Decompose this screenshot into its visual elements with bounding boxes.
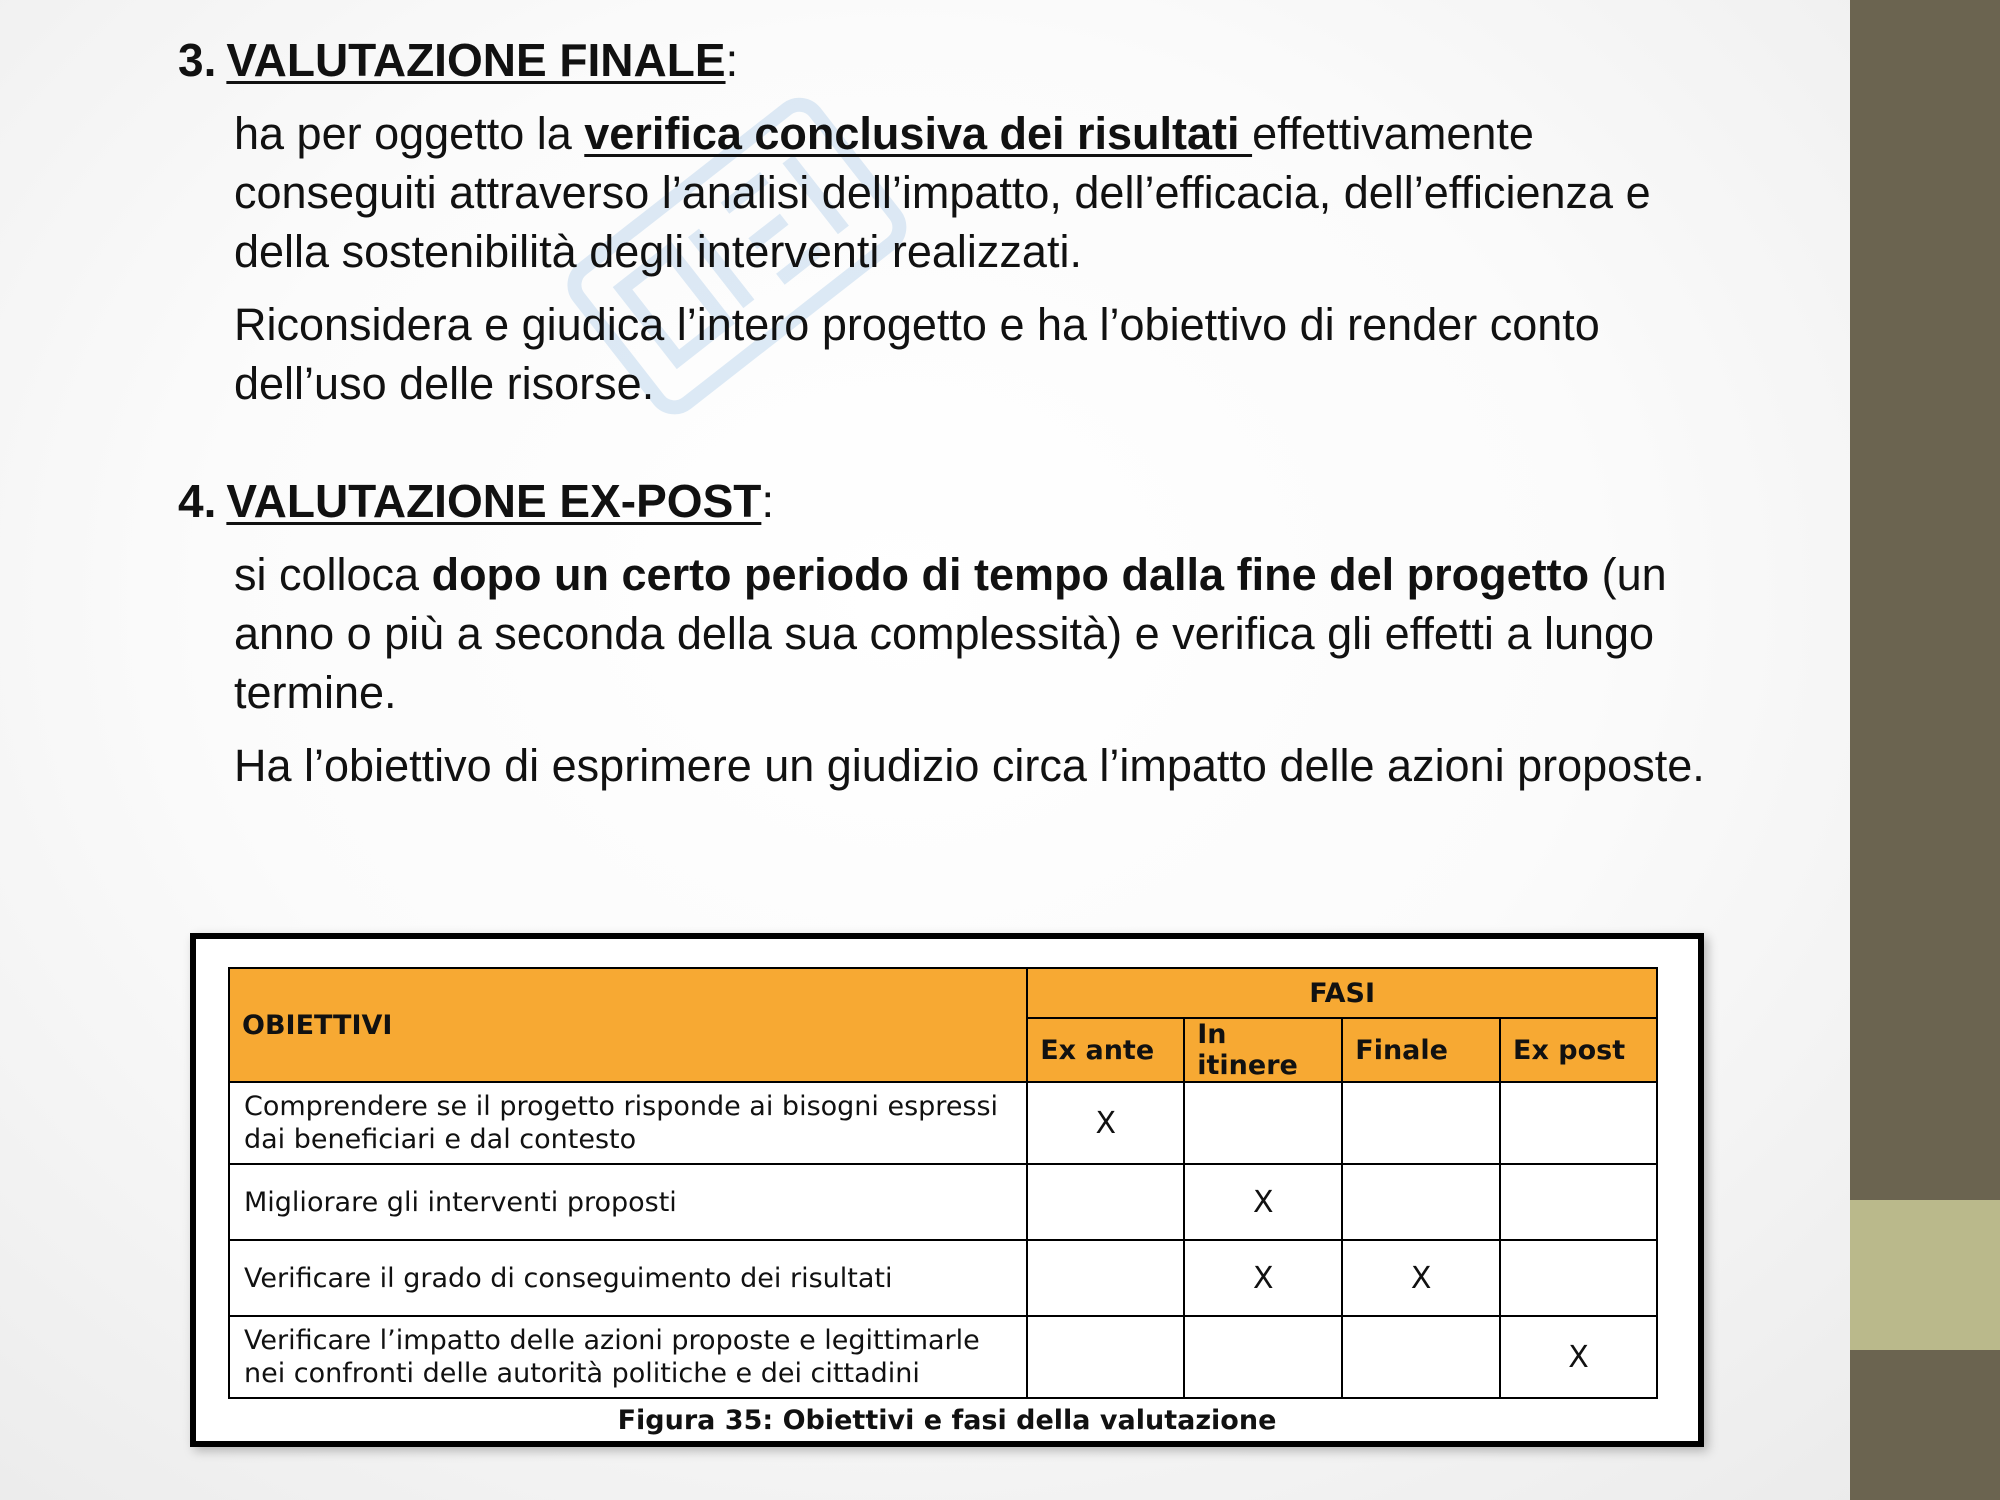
mark-cell <box>1027 1240 1184 1316</box>
mark-cell <box>1500 1164 1657 1240</box>
section-3-p1-text-b: effettivamente conseguiti attraverso l’analisi dell’impatto, dell’efficacia, dell’efficienza e della sostenibilità degli interventi realizzati. <box>234 108 1651 277</box>
objective-cell: Verificare il grado di conseguimento dei risultati <box>229 1240 1027 1316</box>
mark-cell <box>1500 1240 1657 1316</box>
objective-cell: Comprendere se il progetto risponde ai bisogni espressi dai beneficiari e dal contesto <box>229 1082 1027 1164</box>
mark-cell <box>1027 1316 1184 1398</box>
section-3-number: 3. <box>178 34 217 86</box>
section-4-p1-bold: dopo un certo periodo di tempo dalla fine del progetto <box>431 549 1590 600</box>
section-4-paragraph-1 <box>234 545 1728 722</box>
table-row <box>229 1240 1657 1316</box>
phase-header-ex-post: Ex post <box>1500 1018 1657 1082</box>
section-4-p1-text-a: si colloca <box>234 549 432 600</box>
header-phases: FASI <box>1027 968 1657 1018</box>
header-objectives: OBIETTIVI <box>229 968 1027 1082</box>
phase-header-in-itinere: In itinere <box>1184 1018 1342 1082</box>
table-row <box>229 1164 1657 1240</box>
section-4-paragraph-2: Ha l’obiettivo di esprimere un giudizio circa l’impatto delle azioni proposte. <box>234 740 1705 791</box>
section-3-p1-text-a: ha per oggetto la <box>234 108 585 159</box>
phase-header-ex-ante: Ex ante <box>1027 1018 1184 1082</box>
figure-frame <box>190 933 1704 1447</box>
phase-header-finale: Finale <box>1342 1018 1500 1082</box>
sidebar-decoration <box>1850 0 2000 1500</box>
section-4-colon: : <box>761 475 775 527</box>
mark-cell <box>1342 1316 1500 1398</box>
section-4-p1-text-b: (un anno o più a seconda della sua complessità) e verifica gli effetti a lungo termine. <box>234 549 1667 718</box>
mark-cell <box>1027 1164 1184 1240</box>
section-3-heading <box>178 30 1728 90</box>
table-row <box>229 1082 1657 1164</box>
figure-caption: Figura 35: Obiettivi e fasi della valutazione <box>617 1405 1277 1436</box>
table-row <box>229 1316 1657 1398</box>
section-3-title: VALUTAZIONE FINALE <box>226 34 726 86</box>
sidebar-accent-band <box>1850 1200 2000 1350</box>
mark-cell: X <box>1184 1164 1342 1240</box>
mark-cell <box>1184 1082 1342 1164</box>
sidebar-bottom-band <box>1850 1350 2000 1500</box>
mark-cell: X <box>1027 1082 1184 1164</box>
mark-cell <box>1342 1164 1500 1240</box>
slide-content <box>178 30 1728 795</box>
mark-cell: X <box>1342 1240 1500 1316</box>
section-spacer <box>178 413 1728 471</box>
mark-cell: X <box>1500 1316 1657 1398</box>
section-3-paragraph-1 <box>234 104 1728 281</box>
section-4-heading <box>178 471 1728 531</box>
objective-cell: Migliorare gli interventi proposti <box>229 1164 1027 1240</box>
evaluation-table <box>228 967 1658 1399</box>
section-4-number: 4. <box>178 475 217 527</box>
mark-cell <box>1342 1082 1500 1164</box>
objective-cell: Verificare l’impatto delle azioni proposte e legittimarle nei confronti delle autorità politiche e dei cittadini <box>229 1316 1027 1398</box>
mark-cell <box>1184 1316 1342 1398</box>
mark-cell: X <box>1184 1240 1342 1316</box>
sidebar-top-band <box>1850 0 2000 1200</box>
section-3-p1-bold: verifica conclusiva dei risultati <box>584 108 1253 159</box>
section-4-title: VALUTAZIONE EX-POST <box>226 475 762 527</box>
mark-cell <box>1500 1082 1657 1164</box>
section-3-paragraph-2: Riconsidera e giudica l’intero progetto e ha l’obiettivo di render conto dell’uso delle risorse. <box>234 299 1600 409</box>
section-3-colon: : <box>725 34 739 86</box>
